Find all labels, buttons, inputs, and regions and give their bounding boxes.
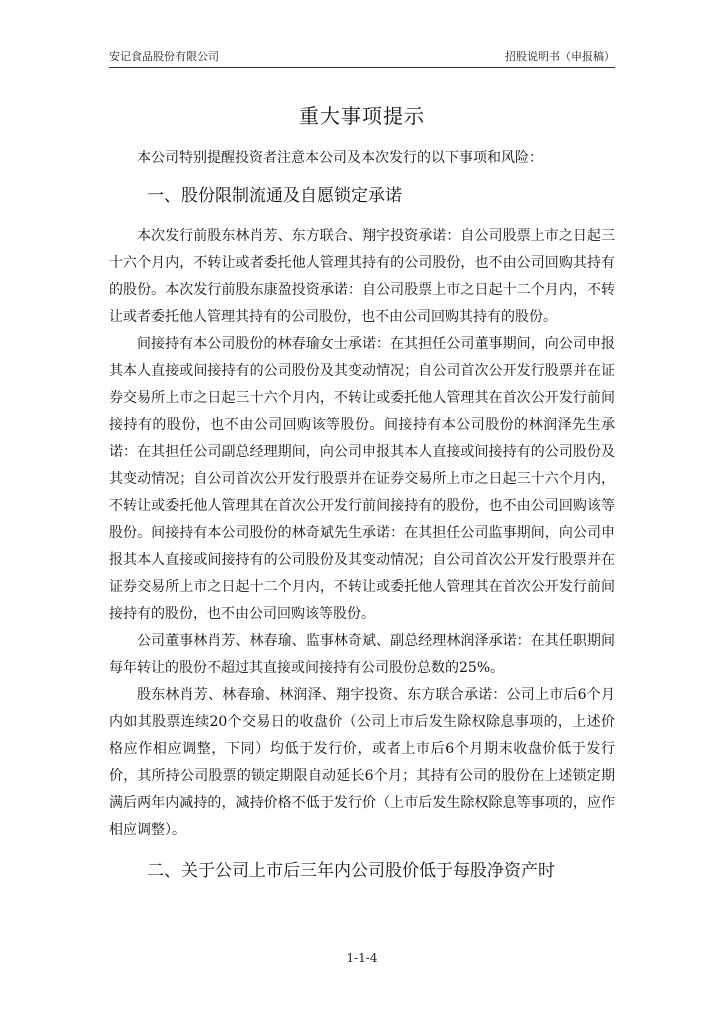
- document-body: [109, 145, 615, 886]
- page-title: 重大事项提示: [299, 104, 425, 128]
- section-2-heading: 二、关于公司上市后三年内公司股价低于每股净资产时: [147, 861, 555, 881]
- intro-paragraph: 本公司特别提醒投资者注意本公司及本次发行的以下事项和风险：: [137, 150, 543, 166]
- section-1-paragraph-2: 间接持有本公司股份的林春瑜女士承诺：在其担任公司董事期间，向公司申报其本人直接或间接持有的公司股份及其变动情况；自公司首次公开发行股票并在证券交易所上市之日起三十六个月内，不转让或委托他人管理其在首次公开发行前间接持有的股份，也不由公司回购该等股份。间接持有本公司股份的林润泽先生承诺：在其担任公司副总经理期间，向公司申报其本人直接或间接持有的公司股份及其变动情况；自公司首次公开发行股票并在证券交易所上市之日起三十六个月内，不转让或委托他人管理其在首次公开发行前间接持有的股份，也不由公司回购该等股份。间接持有本公司股份的林奇斌先生承诺：在其担任公司监事期间，向公司申报其本人直接或间接持有的公司股份及其变动情况；自公司首次公开发行股票并在证券交易所上市之日起十二个月内，不转让或委托他人管理其在首次公开发行前间接持有的股份，也不由公司回购该等股份。: [109, 336, 615, 622]
- section-1-heading: 一、股份限制流通及自愿锁定承诺: [147, 186, 402, 206]
- page-number: 1-1-4: [346, 951, 378, 965]
- section-1-paragraph-1: 本次发行前股东林肖芳、东方联合、翔宇投资承诺：自公司股票上市之日起三十六个月内，不转让或者委托他人管理其持有的公司股份，也不由公司回购其持有的股份。本次发行前股东康盈投资承诺：自公司股票上市之日起十二个月内，不转让或者委托他人管理其持有的公司股份，也不由公司回购其持有的股份。: [109, 228, 615, 325]
- page-header: [109, 50, 615, 68]
- header-document-type: 招股说明书（申报稿）: [505, 50, 615, 63]
- header-company-name: 安记食品股份有限公司: [109, 50, 219, 63]
- section-1-paragraph-3: 公司董事林肖芳、林春瑜、监事林奇斌、副总经理林润泽承诺：在其任职期间每年转让的股份不超过其直接或间接持有公司股份总数的25%。: [109, 633, 615, 676]
- section-1-paragraph-4: 股东林肖芳、林春瑜、林润泽、翔宇投资、东方联合承诺：公司上市后6个月内如其股票连续20个交易日的收盘价（公司上市后发生除权除息事项的，上述价格应作相应调整，下同）均低于发行价，或者上市后6个月期末收盘价低于发行价，其所持公司股票的锁定期限自动延长6个月；其持有公司的股份在上述锁定期满后两年内减持的，减持价格不低于发行价（上市后发生除权除息等事项的，应作相应调整）。: [109, 687, 615, 838]
